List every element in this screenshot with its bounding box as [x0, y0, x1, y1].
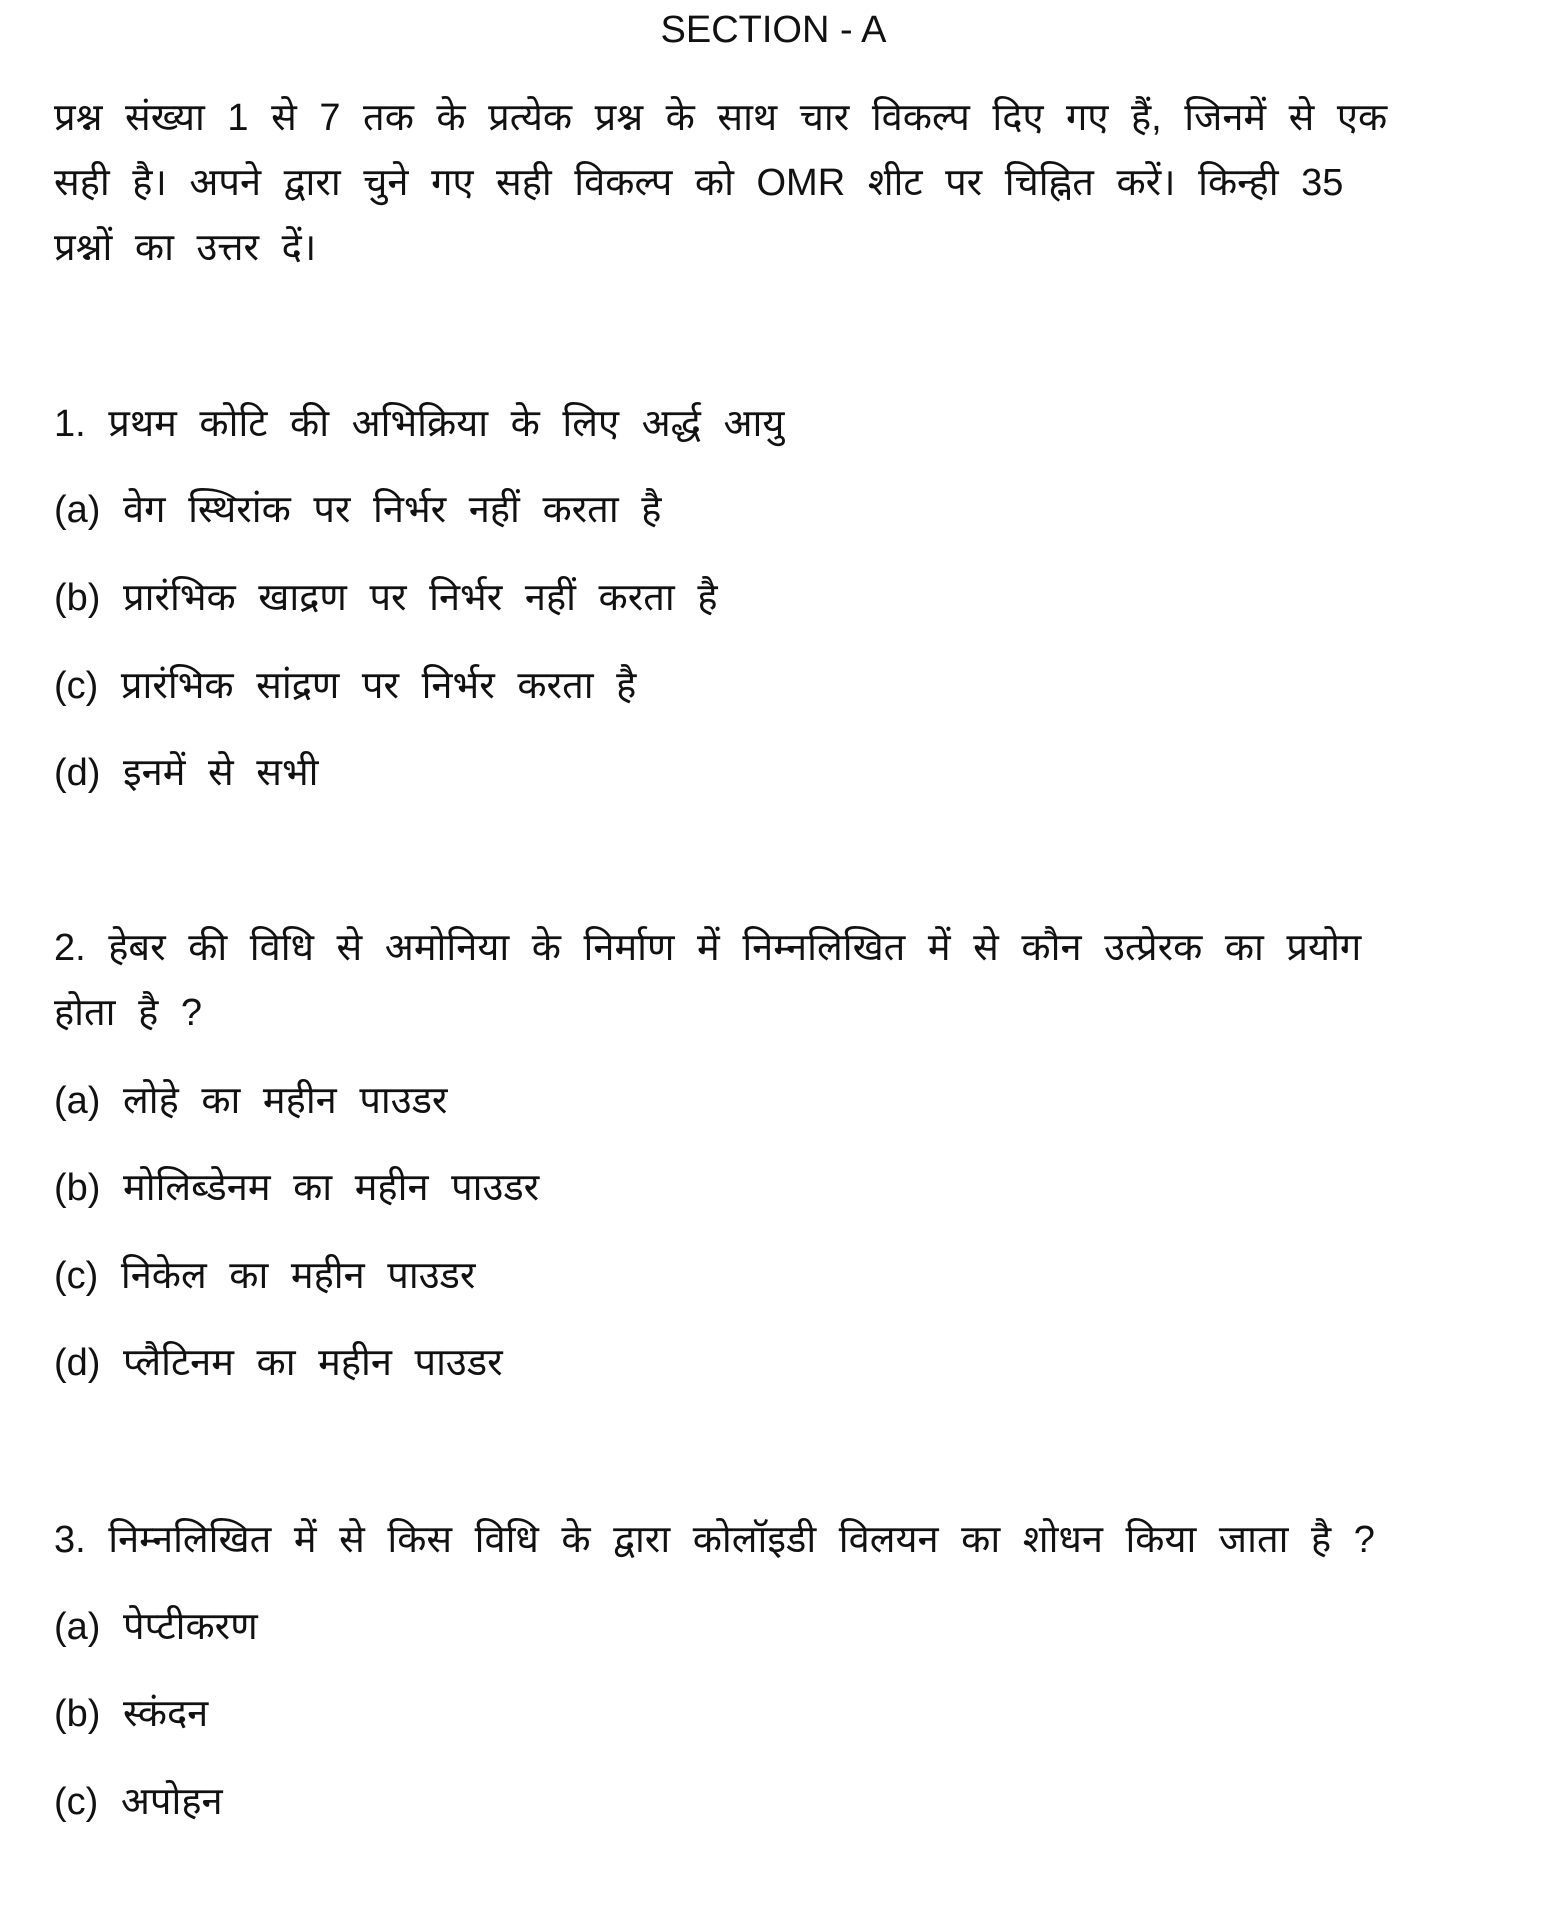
- instruction-line: प्रश्नों का उत्तर दें।: [54, 227, 317, 269]
- option-b: (b) प्रारंभिक खाद्रण पर निर्भर नहीं करता है: [54, 577, 718, 619]
- option-d: (d) प्लैटिनम का महीन पाउडर: [54, 1342, 503, 1384]
- option-d: (d) इनमें से सभी: [54, 752, 319, 794]
- question-text-continued: होता है ?: [54, 992, 202, 1034]
- option-a: (a) लोहे का महीन पाउडर: [54, 1080, 448, 1122]
- instruction-line: सही है। अपने द्वारा चुने गए सही विकल्प को OMR शीट पर चिह्नित करें। किन्ही 35: [54, 162, 1344, 204]
- instruction-line: प्रश्न संख्या 1 से 7 तक के प्रत्येक प्रश्न के साथ चार विकल्प दिए गए हैं, जिनमें से एक: [54, 97, 1388, 139]
- question-text: 1. प्रथम कोटि की अभिक्रिया के लिए अर्द्ध आयु: [54, 403, 785, 445]
- option-a: (a) पेप्टीकरण: [54, 1606, 258, 1648]
- option-c: (c) प्रारंभिक सांद्रण पर निर्भर करता है: [54, 665, 637, 707]
- option-c: (c) अपोहन: [54, 1781, 223, 1823]
- question-text: 3. निम्नलिखित में से किस विधि के द्वारा कोलॉइडी विलयन का शोधन किया जाता है ?: [54, 1519, 1375, 1561]
- section-title: SECTION - A: [660, 9, 887, 51]
- question-text: 2. हेबर की विधि से अमोनिया के निर्माण में निम्नलिखित में से कौन उत्प्रेरक का प्रयोग: [54, 927, 1362, 969]
- option-b: (b) स्कंदन: [54, 1693, 209, 1735]
- option-c: (c) निकेल का महीन पाउडर: [54, 1255, 476, 1297]
- option-a: (a) वेग स्थिरांक पर निर्भर नहीं करता है: [54, 489, 662, 531]
- option-b: (b) मोलिब्डेनम का महीन पाउडर: [54, 1167, 540, 1209]
